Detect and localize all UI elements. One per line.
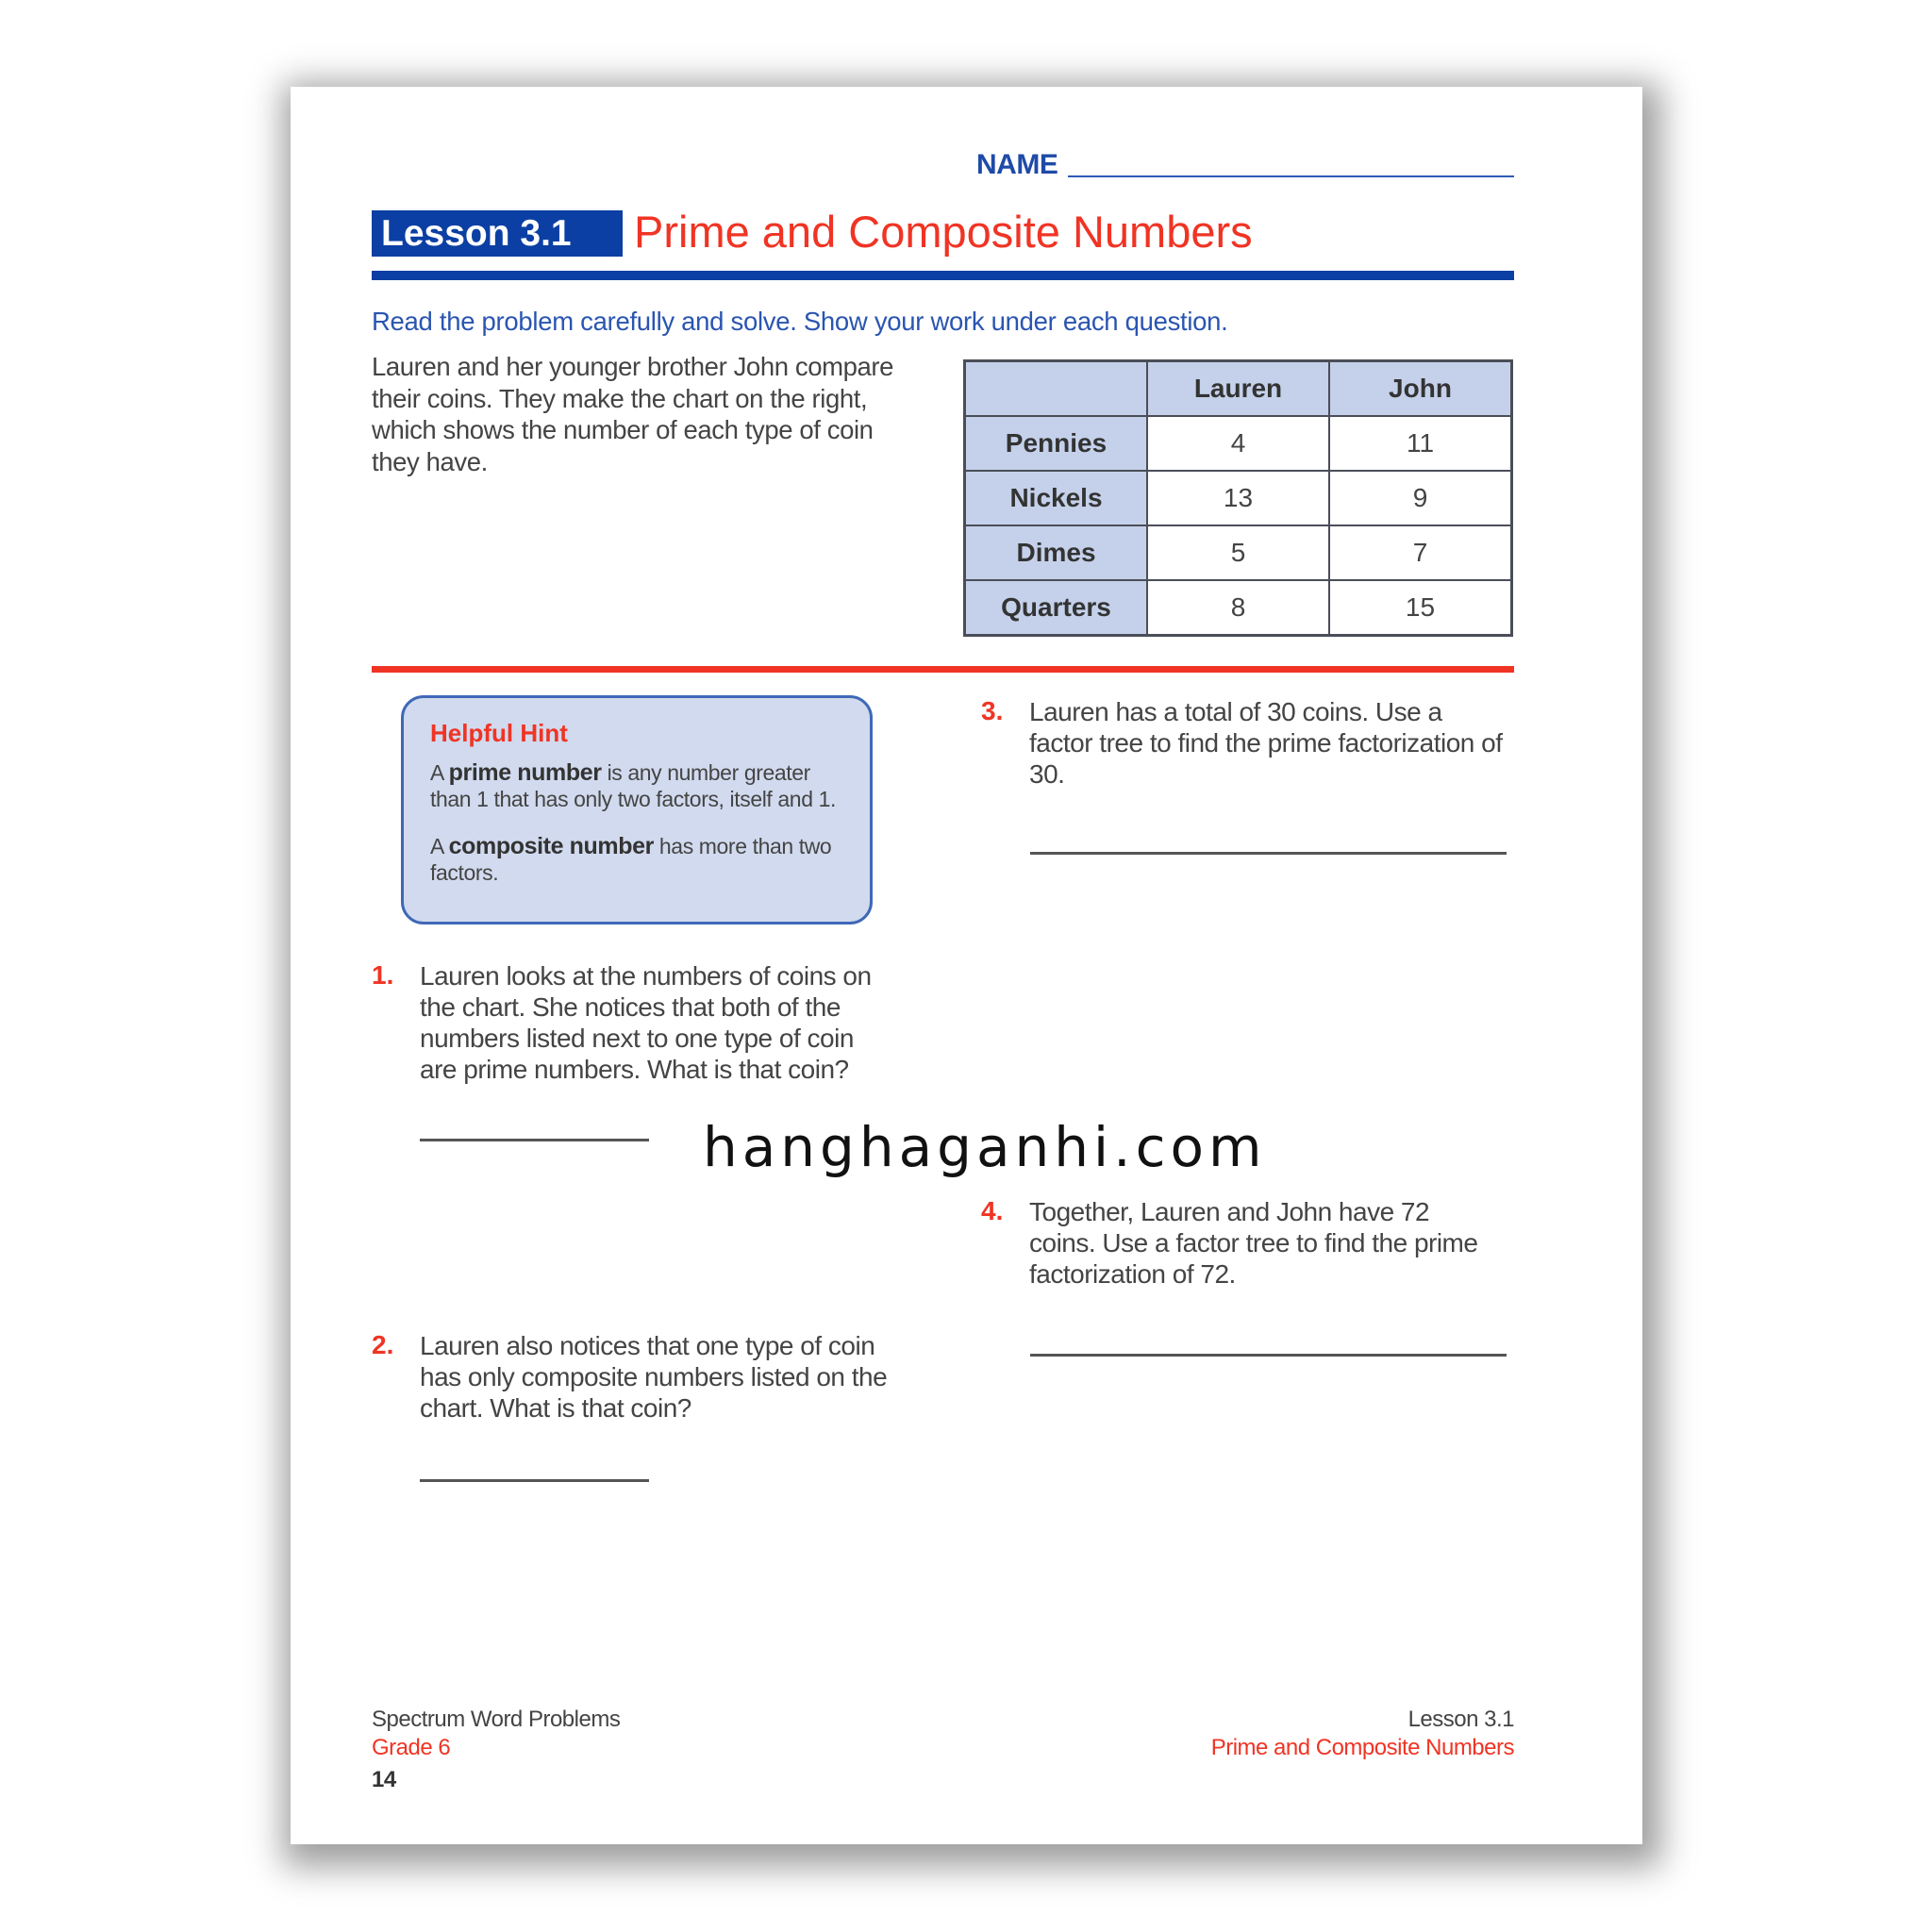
answer-line-1[interactable]	[420, 1139, 649, 1141]
lauren-value: 8	[1147, 580, 1329, 636]
hint-composite-definition	[430, 833, 843, 886]
john-value: 11	[1329, 416, 1512, 471]
hint-text: has more than two factors.	[430, 834, 832, 885]
question-2	[372, 1330, 900, 1434]
hint-text: is any number greater than 1 that has only two factors, itself and 1.	[430, 760, 836, 811]
john-value: 15	[1329, 580, 1512, 636]
lauren-value: 4	[1147, 416, 1329, 471]
question-text: Lauren looks at the numbers of coins on the chart. She notices that both of the numbers listed next to one type of coin are prime numbers. What is that coin?	[420, 961, 872, 1084]
question-text: Lauren has a total of 30 coins. Use a factor tree to find the prime factorization of 30.	[1029, 697, 1503, 789]
hint-title: Helpful Hint	[430, 719, 568, 747]
header-divider	[372, 271, 1514, 280]
question-3	[981, 696, 1509, 800]
table-row	[965, 416, 1512, 471]
answer-line-4[interactable]	[1030, 1354, 1507, 1357]
footer-book-title: Spectrum Word Problems	[372, 1707, 621, 1732]
section-divider	[372, 666, 1514, 673]
john-value: 7	[1329, 525, 1512, 580]
row-label: Dimes	[965, 525, 1148, 580]
question-number: 3.	[981, 696, 1004, 725]
lesson-badge: Lesson 3.1	[372, 210, 623, 257]
hint-term: composite number	[448, 833, 654, 859]
watermark: hanghaganhi.com	[703, 1115, 1267, 1179]
row-label: Nickels	[965, 471, 1148, 525]
helpful-hint-box	[401, 695, 873, 924]
footer-grade: Grade 6	[372, 1735, 451, 1760]
row-label: Pennies	[965, 416, 1148, 471]
page-number: 14	[372, 1767, 396, 1792]
hint-prime-definition	[430, 759, 843, 812]
worksheet-page	[291, 87, 1642, 1844]
hint-term: prime number	[448, 759, 602, 786]
row-label: Quarters	[965, 580, 1148, 636]
table-header-cell: John	[1329, 361, 1512, 417]
question-text: Lauren also notices that one type of coin has only composite numbers listed on the chart. What is that coin?	[420, 1331, 888, 1423]
lesson-title: Prime and Composite Numbers	[634, 207, 1253, 257]
question-number: 2.	[372, 1330, 394, 1359]
instructions: Read the problem carefully and solve. Show your work under each question.	[372, 307, 1228, 336]
name-label: NAME	[976, 149, 1058, 180]
table-row	[965, 471, 1512, 525]
coin-table	[963, 359, 1513, 637]
table-row	[965, 525, 1512, 580]
hint-text: A	[430, 760, 449, 785]
footer-lesson: Lesson 3.1	[1407, 1707, 1514, 1732]
question-number: 1.	[372, 960, 394, 990]
lauren-value: 5	[1147, 525, 1329, 580]
john-value: 9	[1329, 471, 1512, 525]
table-row	[965, 580, 1512, 636]
hint-text: A	[430, 834, 449, 858]
footer-left	[372, 1706, 620, 1794]
answer-line-2[interactable]	[420, 1479, 649, 1482]
table-header-cell	[965, 361, 1148, 417]
table-header-row	[965, 361, 1512, 417]
question-number: 4.	[981, 1196, 1004, 1225]
footer-right	[1211, 1706, 1514, 1762]
question-1	[372, 960, 900, 1092]
table-header-cell: Lauren	[1147, 361, 1329, 417]
answer-line-3[interactable]	[1030, 852, 1507, 855]
question-4	[981, 1196, 1509, 1300]
intro-paragraph: Lauren and her younger brother John compare their coins. They make the chart on the right, which shows the number of each type of coin they have.	[372, 352, 894, 476]
name-field-line[interactable]	[1068, 175, 1514, 177]
question-text: Together, Lauren and John have 72 coins. Use a factor tree to find the prime factorization of 72.	[1029, 1197, 1478, 1289]
lauren-value: 13	[1147, 471, 1329, 525]
footer-lesson-title: Prime and Composite Numbers	[1210, 1735, 1514, 1760]
